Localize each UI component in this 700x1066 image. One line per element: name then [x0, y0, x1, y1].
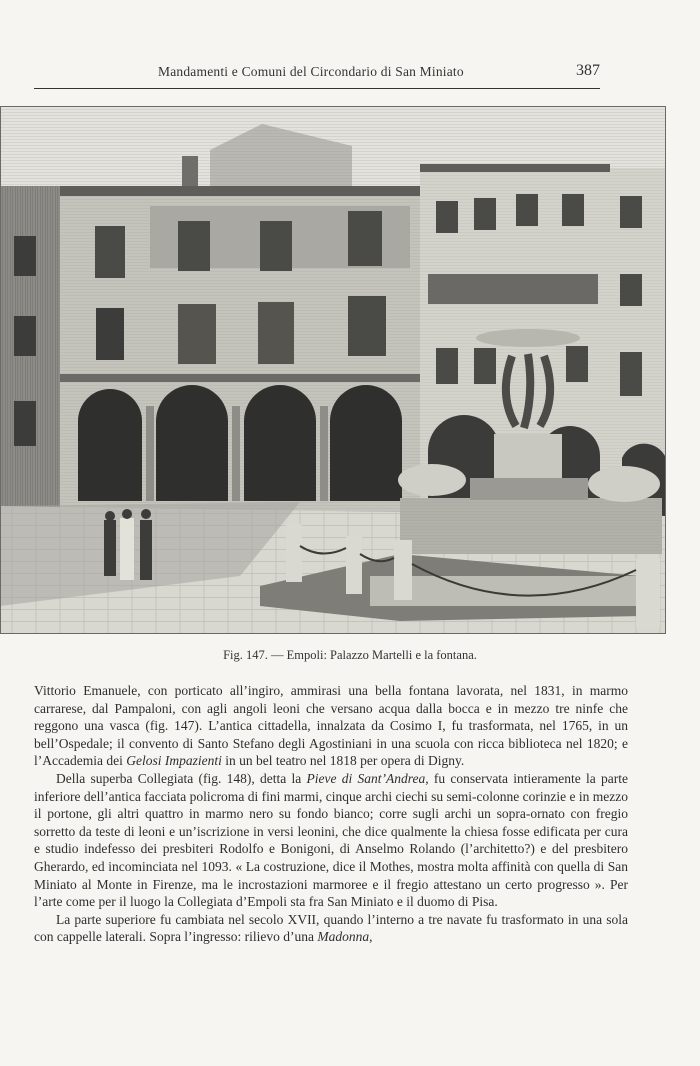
- emphasis-pieve: Pieve di Sant’Andrea: [306, 770, 426, 786]
- figure-caption: Fig. 147. — Empoli: Palazzo Martelli e la fontana.: [223, 648, 477, 662]
- page-number: 387: [576, 62, 600, 79]
- emphasis-madonna: Madonna: [317, 929, 370, 945]
- engraving-illustration: [0, 106, 666, 634]
- body-text: [34, 682, 628, 946]
- header-title: Mandamenti e Comuni del Circondario di San Miniato: [158, 64, 464, 79]
- paragraph-3: La parte superiore fu cambiata nel secolo XVII, quando l’interno a tre navate fu trasformato in una sola con cappelle laterali. Sopra l’ingresso: rilievo d’una Madonna,: [34, 911, 628, 945]
- paragraph-2: Della superba Collegiata (fig. 148), detta la Pieve di Sant’Andrea, fu conservata intieramente la parte inferiore dell’antica facciata policroma di fini marmi, cinque archi ciechi su semi-colonne corinzie e in mezzo il portone, gli altri quattro in marmo nero su fondo bianco; corre sugli archi un sopra-ornato con fregio sorretto da teste di leoni e un’iscrizione in versi leonini, che dice qualmente la chiesa fosse edificata per cura e studio indefesso dei presbiteri Rodolfo e Bonigoni, di Anselmo Rolando (l’architetto?) e del presbitero Gherardo, ed incominciata nel 1093. « La costruzione, dice il Mothes, mostra molta affinità con quella di San Miniato al Monte in Firenze, ma le incrostazioni marmoree e il fregio attestano un certo progresso ». Per l’arte come per il luogo la Collegiata d’Empoli sta fra San Miniato e il duomo di Pisa.: [34, 770, 629, 910]
- running-header: [34, 60, 600, 89]
- engraving-figure: [0, 106, 666, 634]
- paragraph-1: Vittorio Emanuele, con porticato all’ingiro, ammirasi una bella fontana lavorata, nel 1831, in marmo carrarese, dal Pampaloni, con agli angoli leoni che versano acqua dalla bocca e in mezzo tre ninfe che reggono una vasca (fig. 147). L’antica cittadella, innalzata da Cosimo I, fu trasformata, nel 1765, in un bell’Ospedale; il convento di Santo Stefano degli Agostiniani in una scuola con ricca biblioteca nel 1820; e l’Accademia dei Gelosi Impazienti in un bel teatro nel 1818 per opera di Digny.: [34, 683, 628, 769]
- emphasis-accademia: Gelosi Impazienti: [126, 753, 222, 769]
